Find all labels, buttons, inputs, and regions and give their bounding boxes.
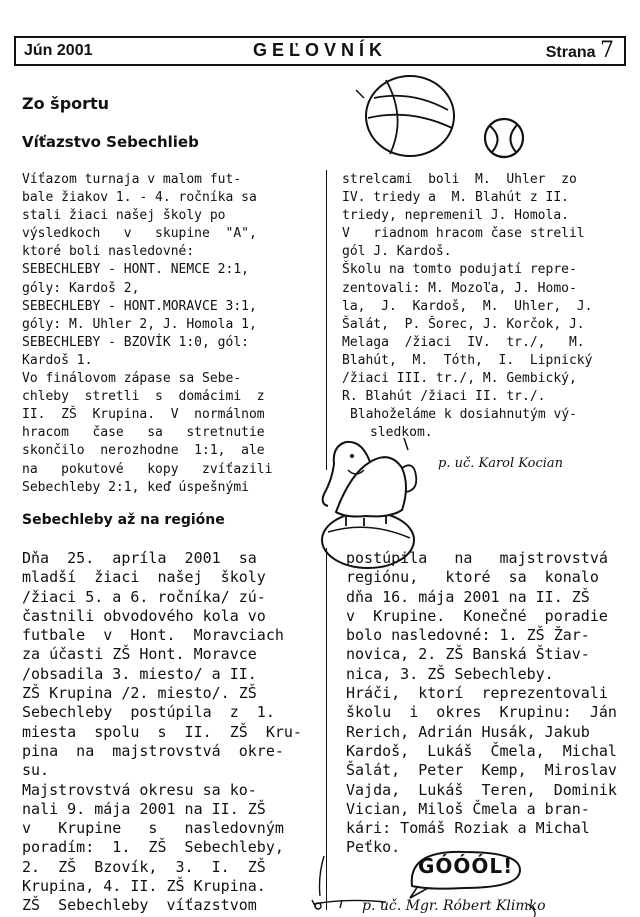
page-header	[14, 36, 626, 66]
text-line: kári: Tomáš Roziak a Michal	[346, 819, 590, 838]
text-line: la, J. Kardoš, M. Uhler, J.	[342, 298, 593, 314]
text-line: nali 9. mája 2001 na II. ZŠ	[22, 799, 266, 818]
text-line: gól J. Kardoš.	[342, 244, 452, 260]
text-line: ZŠ Sebechleby víťazstvom	[22, 896, 257, 915]
article2-column-left	[22, 549, 302, 916]
text-line: Sebechleby postúpila z 1.	[22, 703, 275, 722]
text-line: V riadnom hracom čase strelil	[342, 226, 585, 242]
text-line: Vajda, Lukáš Teren, Dominik	[346, 780, 617, 799]
text-line: /obsadila 3. miesto/ a II.	[22, 664, 257, 683]
text-line: Vo finálovom zápase sa Sebe-	[22, 371, 242, 387]
text-line: SEBECHLEBY - HONT. NEMCE 2:1,	[22, 262, 249, 278]
elephant-on-ball-icon	[306, 420, 426, 570]
text-line: skončilo nerozhodne 1:1, ale	[22, 443, 265, 459]
text-line: /žiaci III. tr./, M. Gembický,	[342, 371, 577, 387]
text-line: strelcami boli M. Uhler zo	[342, 172, 577, 187]
text-line: postúpila na majstrovstvá	[346, 549, 608, 567]
article2-column-right	[346, 549, 617, 858]
text-line: poradím: 1. ZŠ Sebechleby,	[22, 838, 284, 857]
article1-signature: p. uč. Karol Kocian	[438, 456, 564, 471]
column-divider-bottom	[326, 548, 327, 910]
text-line: Krupina, 4. II. ZŠ Krupina.	[22, 877, 266, 896]
text-line: stali žiaci našej školy po	[22, 208, 226, 224]
column-divider-top	[326, 170, 327, 470]
text-line: SEBECHLEBY - BZOVÍK 1:0, gól:	[22, 334, 249, 350]
text-line: Blahoželáme k dosiahnutým vý-	[350, 407, 577, 423]
text-line: Vician, Miloš Čmela a bran-	[346, 799, 590, 818]
text-line: v Krupine s nasledovným	[22, 819, 284, 838]
text-line: Sebechleby 2:1, keď úspešnými	[22, 479, 249, 495]
text-line: nica, 3. ZŠ Sebechleby.	[346, 664, 554, 683]
text-line: Hráči, ktorí reprezentovali	[346, 684, 608, 703]
text-line: triedy, nepremenil J. Homola.	[342, 208, 569, 224]
text-line: Kardoš 1.	[22, 352, 93, 368]
text-line: na pokutové kopy zvíťazili	[22, 461, 273, 477]
text-line: II. ZŠ Krupina. V normálnom	[22, 407, 265, 423]
text-line: góly: M. Uhler 2, J. Homola 1,	[22, 316, 257, 332]
section-title: Zo športu	[22, 94, 110, 113]
text-line: Rerich, Adrián Husák, Jakub	[346, 722, 590, 741]
text-line: hracom čase sa stretnutie	[22, 425, 265, 441]
text-line: mladší žiaci našej školy	[22, 568, 266, 587]
text-line: školu i okres Krupinu: Ján	[346, 703, 617, 722]
page-label: Strana	[545, 44, 596, 61]
newspaper-title: GEĽOVNÍK	[252, 40, 387, 60]
text-line: bale žiakov 1. - 4. ročníka sa	[22, 190, 257, 206]
text-line: za účasti ZŠ Hont. Moravce	[22, 645, 257, 664]
text-line: bolo nasledovné: 1. ZŠ Žar-	[346, 626, 590, 645]
page-indicator	[546, 38, 614, 63]
text-line: regiónu, ktoré sa konalo	[346, 568, 599, 587]
text-line: /žiaci 5. a 6. ročníka/ zú-	[22, 587, 266, 606]
text-line: IV. triedy a M. Blahút z II.	[342, 190, 569, 206]
text-line: chleby stretli s domácimi z	[22, 389, 265, 405]
text-line: Víťazom turnaja v malom fut-	[22, 172, 242, 187]
tennis-ball-icon	[480, 114, 528, 162]
text-line: Šalát, Peter Kemp, Miroslav	[346, 761, 617, 780]
article2-title: Sebechleby až na regióne	[22, 512, 225, 528]
text-line: Peťko.	[346, 838, 401, 857]
text-line: Školu na tomto podujatí repre-	[342, 262, 577, 278]
text-line: góly: Kardoš 2,	[22, 280, 140, 296]
text-line: zentovali: M. Mozoľa, J. Homo-	[342, 280, 577, 296]
text-line: R. Blahút /žiaci II. tr./.	[342, 389, 546, 405]
page-number: 7	[600, 38, 614, 63]
text-line: Šalát, P. Šorec, J. Korčok, J.	[342, 316, 585, 332]
text-line: Blahút, M. Tóth, I. Lipnický	[342, 352, 593, 368]
text-line: 2. ZŠ Bzovík, 3. I. ZŠ	[22, 857, 266, 876]
text-line: Majstrovstvá okresu sa ko-	[22, 780, 257, 799]
issue-date: Jún 2001	[24, 42, 93, 59]
text-line: novica, 2. ZŠ Banská Štiav-	[346, 645, 590, 664]
article1-column-left	[22, 171, 272, 497]
text-line: v Krupine. Konečné poradie	[346, 606, 608, 625]
text-line: častnili obvodového kola vo	[22, 606, 266, 625]
text-line: pina na majstrovstvá okre-	[22, 741, 284, 760]
text-line: futbale v Hont. Moravciach	[22, 626, 284, 645]
text-line: dňa 16. mája 2001 na II. ZŠ	[346, 587, 590, 606]
ball-drawing-icon	[352, 70, 462, 165]
text-line: ktoré boli nasledovné:	[22, 244, 195, 260]
text-line: miesta spolu s II. ZŠ Kru-	[22, 722, 302, 741]
text-line: Melaga /žiaci IV. tr./, M.	[342, 334, 585, 350]
article1-title: Víťazstvo Sebechlieb	[22, 133, 199, 151]
text-line: sledkom.	[370, 425, 433, 441]
text-line: su.	[22, 761, 50, 780]
text-line: Kardoš, Lukáš Čmela, Michal	[346, 741, 617, 760]
text-line: SEBECHLEBY - HONT.MORAVCE 3:1,	[22, 298, 257, 314]
article1-column-right	[342, 171, 592, 442]
text-line: ZŠ Krupina /2. miesto/. ZŠ	[22, 684, 257, 703]
speech-bubble-text: GÓÓÓL!	[418, 854, 514, 878]
article2-signature: p. uč. Mgr. Róbert Klimko	[362, 898, 546, 914]
text-line: výsledkoch v skupine "A",	[22, 226, 257, 242]
text-line: Dňa 25. apríla 2001 sa	[22, 549, 257, 567]
